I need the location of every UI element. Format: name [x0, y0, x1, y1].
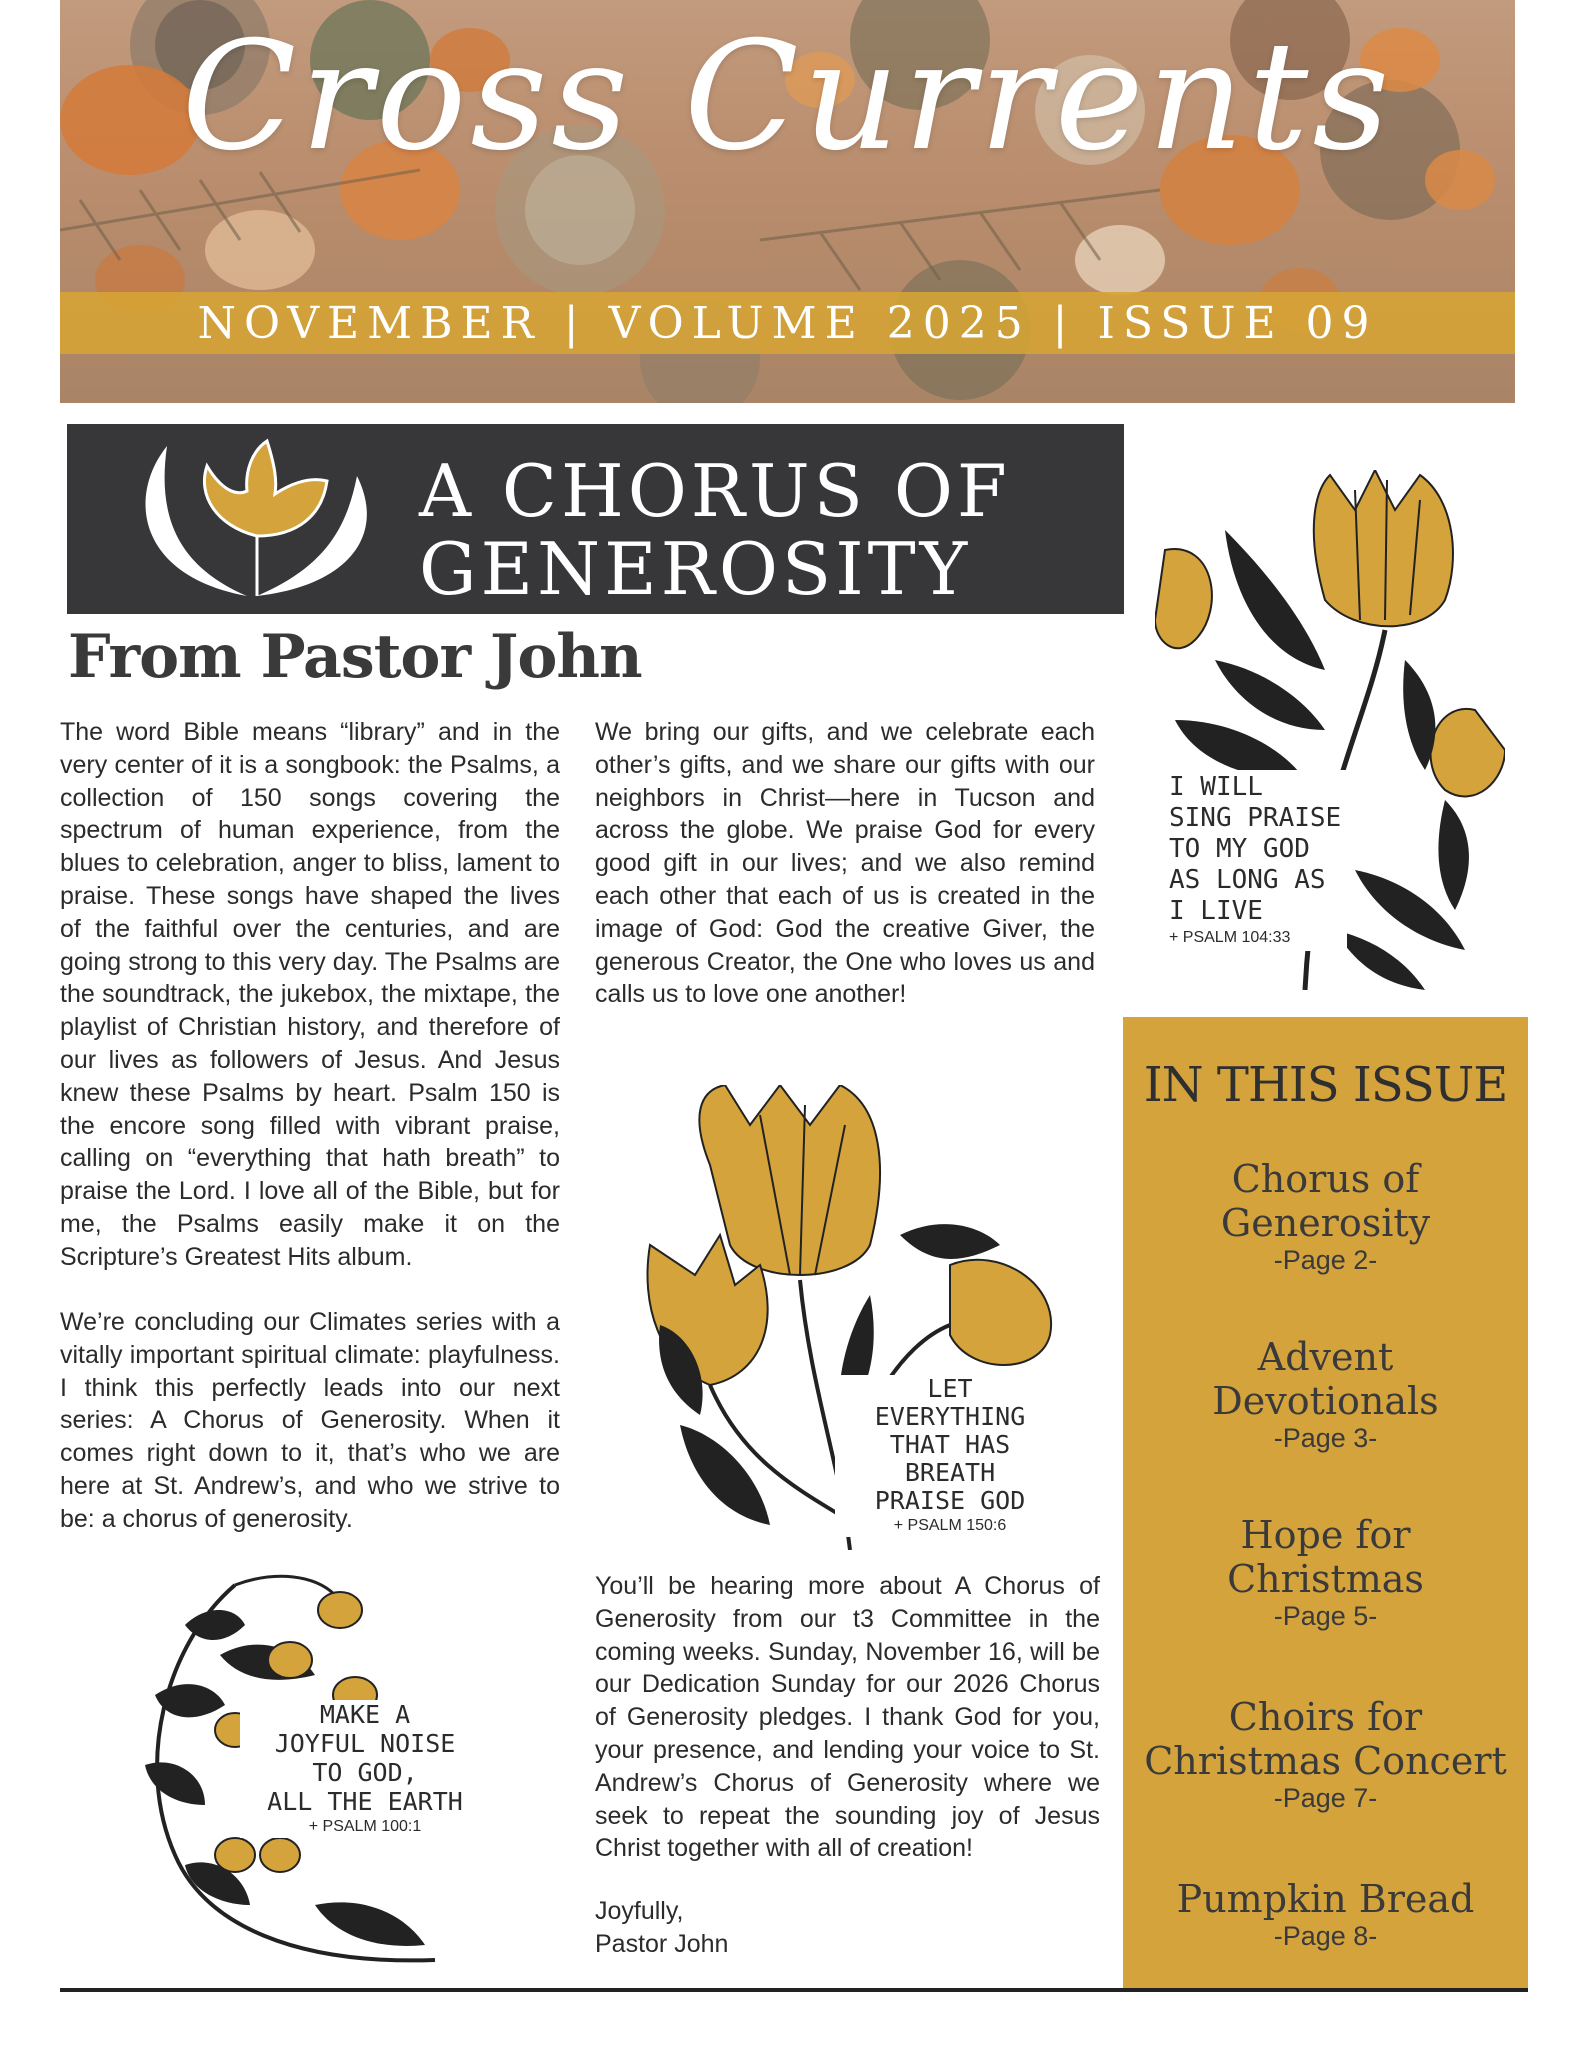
toc-item-chorus[interactable] — [1123, 1157, 1528, 1275]
toc-item-choirs[interactable] — [1123, 1695, 1528, 1813]
toc-item-title: Hope for Christmas — [1227, 1513, 1424, 1601]
header-banner — [60, 0, 1515, 403]
verse-line: PRAISE GOD — [874, 1486, 1026, 1515]
toc-item-page: -Page 8- — [1273, 1921, 1378, 1951]
verse-line: ALL THE EARTH — [267, 1787, 463, 1816]
verse-line: AS LONG AS — [1169, 865, 1326, 895]
article-heading: From Pastor John — [68, 622, 642, 692]
flower-emblem-icon — [127, 436, 387, 606]
in-this-issue-panel — [1123, 1017, 1528, 1989]
verse-line: TO GOD, — [312, 1758, 418, 1787]
verse-text-psalm-104 — [1163, 770, 1347, 951]
toc-item-pumpkin[interactable] — [1123, 1877, 1528, 1951]
verse-card-psalm-150 — [640, 1085, 1060, 1550]
verse-line: SING PRAISE — [1169, 803, 1342, 833]
masthead-title: Cross Currents — [181, 10, 1394, 184]
sign-off-line2: Pastor John — [595, 1929, 729, 1958]
toc-item-page: -Page 5- — [1273, 1601, 1378, 1631]
toc-item-title: Advent Devotionals — [1212, 1335, 1439, 1423]
toc-item-advent[interactable] — [1123, 1335, 1528, 1453]
toc-item-title: Chorus of Generosity — [1220, 1157, 1431, 1245]
bottom-divider — [60, 1988, 1528, 1992]
feature-title-line2: GENEROSITY — [419, 527, 972, 611]
article-paragraph-2: We’re concluding our Climates series with a vitally important spiritual climate: playfulness. I think this perfectly leads into our next series: A Chorus of Generosity. When it comes right down to it, that’s who we are here at St. Andrew’s, and who we strive to be: a chorus of generosity. — [60, 1308, 560, 1533]
verse-line: TO MY GOD — [1169, 834, 1310, 864]
toc-item-page: -Page 7- — [1273, 1783, 1378, 1813]
verse-card-psalm-104 — [1155, 470, 1505, 990]
verse-line: I LIVE — [1169, 896, 1263, 926]
verse-text-psalm-100 — [240, 1700, 490, 1838]
toc-heading: IN THIS ISSUE — [1143, 1057, 1508, 1113]
article-paragraph-3: We bring our gifts, and we celebrate each other’s gifts, and we share our gifts with our neighbors in Christ—here in Tucson and across the globe. We praise God for every good gift in our lives; and we also remind each other that each of us is created in the image of God: God the creative Giver, the generous Creator, the One who loves us and calls us to love one another! — [595, 718, 1095, 1009]
issue-strip — [60, 292, 1515, 354]
issue-line: NOVEMBER | VOLUME 2025 | ISSUE 09 — [197, 297, 1378, 349]
verse-reference: + PSALM 150:6 — [893, 1517, 1007, 1534]
toc-item-title: Choirs for Christmas Concert — [1144, 1695, 1507, 1783]
verse-line: LET — [927, 1374, 973, 1403]
verse-card-psalm-100 — [125, 1565, 545, 1965]
article-paragraph-4: You’ll be hearing more about A Chorus of Generosity from our t3 Committee in the coming weeks. Sunday, November 16, will be our Dedication Sunday for our 2026 Chorus of Generosity pledges. I thank God for you, your presence, and lending your voice to St. Andrew’s Chorus of Generosity where we seek to repeat the sounding joy of Jesus Christ together with all of creation! — [595, 1572, 1100, 1863]
sign-off-line1: Joyfully, — [595, 1897, 684, 1925]
verse-line: MAKE A — [319, 1700, 411, 1729]
verse-line: BREATH — [904, 1458, 996, 1487]
verse-text-psalm-150 — [835, 1375, 1065, 1537]
verse-reference: + PSALM 100:1 — [308, 1818, 422, 1835]
verse-line: EVERYTHING — [874, 1402, 1026, 1431]
verse-line: THAT HAS — [889, 1430, 1011, 1459]
feature-title-bar — [67, 424, 1124, 614]
feature-title-line1: A CHORUS OF — [419, 449, 1011, 533]
verse-reference: + PSALM 104:33 — [1169, 929, 1291, 946]
toc-item-page: -Page 2- — [1273, 1245, 1378, 1275]
sign-off — [595, 1895, 895, 1961]
verse-line: JOYFUL NOISE — [274, 1729, 456, 1758]
verse-line: I WILL — [1169, 772, 1263, 802]
article-paragraph-1: The word Bible means “library” and in the very center of it is a songbook: the Psalms, a collection of 150 songs covering the spectrum of human experience, from the blues to celebration, anger to bliss, lament to praise. These songs have shaped the lives of the faithful over the centuries, and are going strong to this very day. The Psalms are the soundtrack, the jukebox, the mixtape, the playlist of Christian history, and therefore of our lives as followers of Jesus. And Jesus knew these Psalms by heart. Psalm 150 is the encore song filled with vibrant praise, calling on “everything that hath breath” to praise the Lord. I love all of the Bible, but for me, the Psalms easily make it on the Scripture’s Greatest Hits album. — [60, 718, 560, 1271]
toc-item-hope[interactable] — [1123, 1513, 1528, 1631]
toc-item-title: Pumpkin Bread — [1176, 1877, 1475, 1921]
feature-title — [419, 449, 1109, 611]
toc-item-page: -Page 3- — [1273, 1423, 1378, 1453]
